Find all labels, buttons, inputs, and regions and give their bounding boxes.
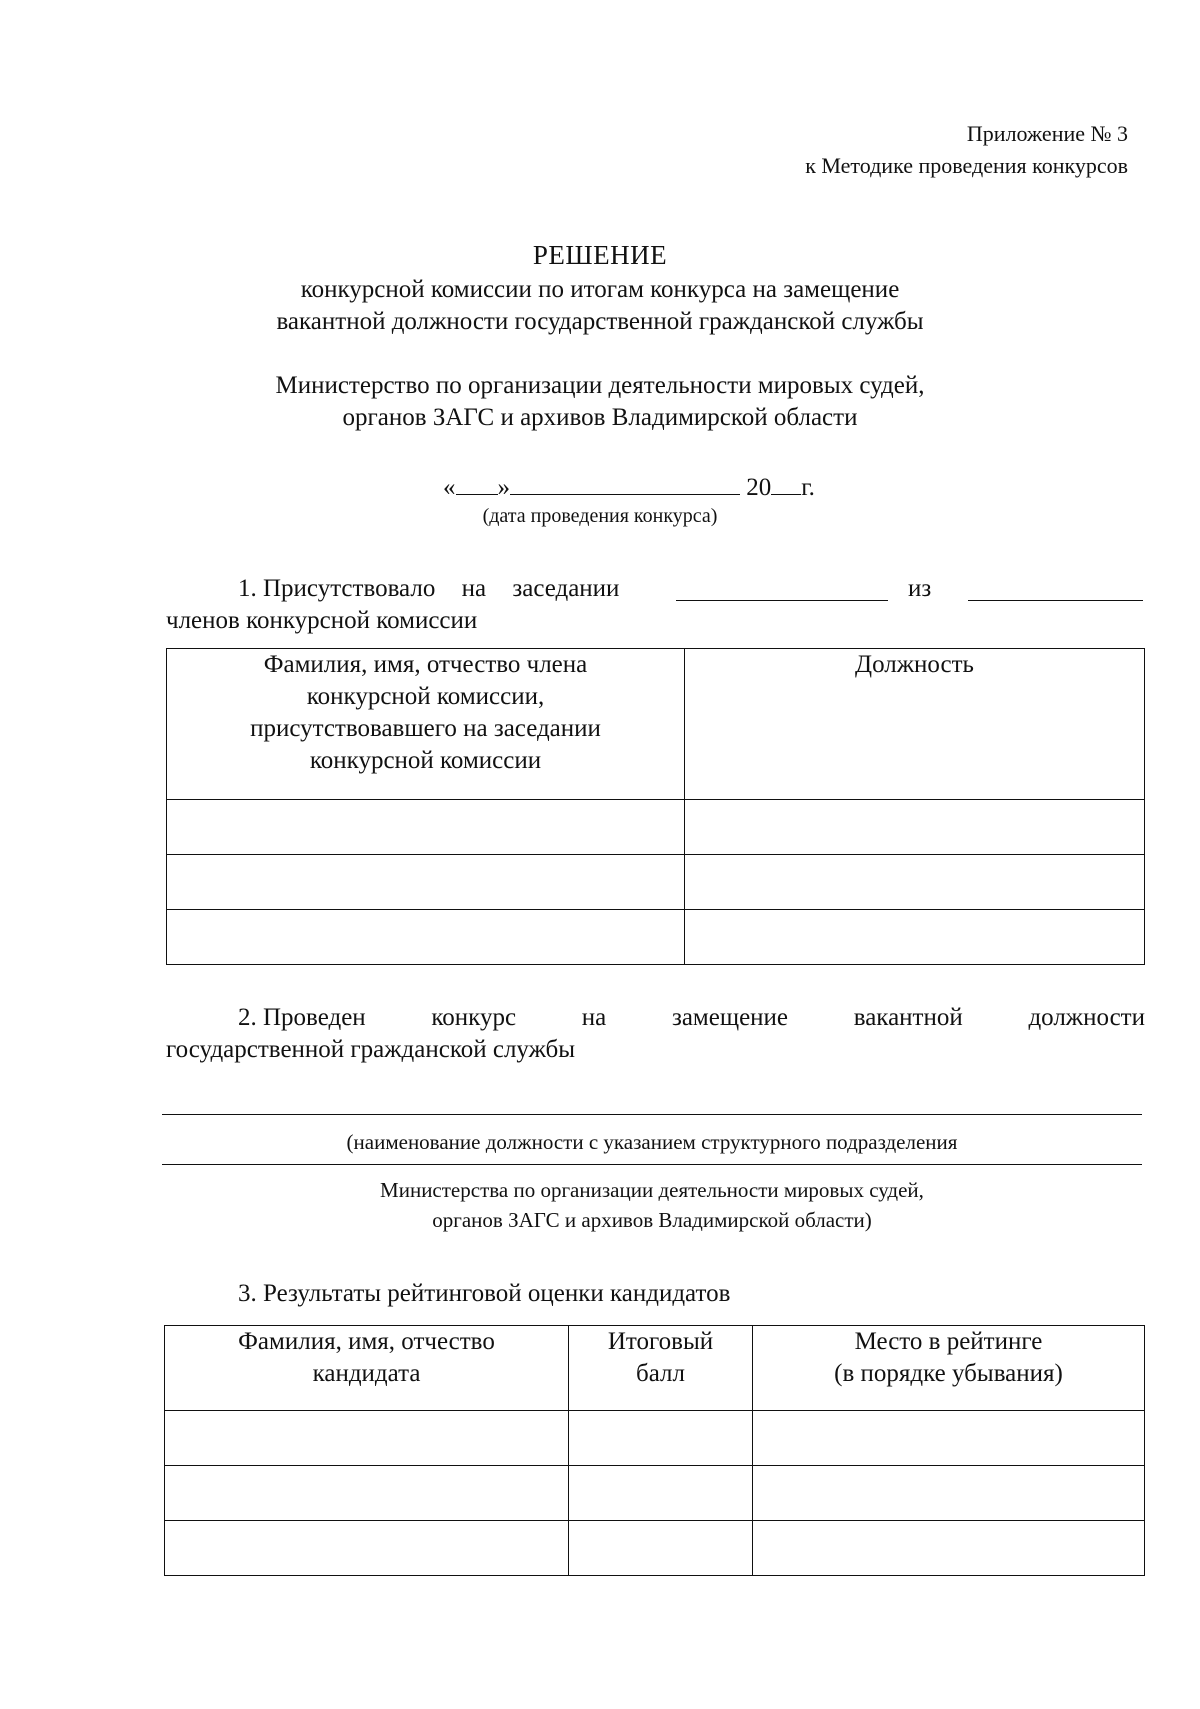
commission-members-table [166,648,1145,965]
section2-number: 2. [238,1004,257,1031]
total-score-cell[interactable] [569,1411,753,1466]
year-blank[interactable] [771,470,801,495]
date-open-quote: « [443,474,456,501]
ministry-caption-2: органов ЗАГС и архивов Владимирской области) [432,1208,872,1232]
member-name-cell[interactable] [167,855,685,910]
table-header-row [167,649,1145,800]
present-count-blank[interactable] [676,600,888,601]
section1-word: заседании [512,575,620,602]
section1-line-2: членов конкурсной комиссии [166,607,478,634]
date-caption: (дата проведения конкурса) [482,505,718,527]
table-row [165,1411,1145,1466]
position-header: Должность [685,649,1145,800]
member-name-header [167,649,685,800]
header-line: конкурсной комиссии, [306,683,545,710]
table-row [165,1521,1145,1576]
section3-title: 3. Результаты рейтинговой оценки кандидатов [238,1280,731,1307]
table-row [167,855,1145,910]
section2-word: вакантной [853,1004,963,1031]
rating-place-header [753,1326,1145,1411]
month-blank[interactable] [510,470,740,495]
position-name-caption: (наименование должности с указанием структурного подразделения [346,1130,958,1154]
header-line: Итоговый [607,1328,714,1355]
header-line: (в порядке убывания) [834,1360,1063,1387]
table-row [167,910,1145,965]
section2-word: конкурс [431,1004,517,1031]
candidate-name-cell[interactable] [165,1411,569,1466]
header-line: Фамилия, имя, отчество члена [263,651,588,678]
position-name-blank-2[interactable] [162,1164,1142,1165]
subtitle-line-1: конкурсной комиссии по итогам конкурса на замещение [300,276,900,303]
table-row [167,800,1145,855]
year-suffix: г. [801,474,815,501]
position-cell[interactable] [685,855,1145,910]
appendix-reference: к Методике проведения конкурсов [805,153,1128,178]
section1-word: на [461,575,487,602]
section2-word: должности [1028,1004,1145,1031]
section1-word: Присутствовало [263,575,436,602]
position-cell[interactable] [685,800,1145,855]
table-row [165,1466,1145,1521]
document-title: РЕШЕНИЕ [532,240,668,270]
header-line: балл [636,1360,685,1387]
candidates-rating-table [164,1325,1145,1576]
section2-lead [238,1002,366,1034]
header-line: кандидата [312,1360,421,1387]
ministry-line-2: органов ЗАГС и архивов Владимирской области [342,404,858,431]
ministry-line-1: Министерство по организации деятельности мировых судей, [275,372,925,399]
total-count-blank[interactable] [968,600,1143,601]
header-line: Фамилия, имя, отчество [238,1328,495,1355]
section2-word: на [581,1004,607,1031]
section2-word: замещение [671,1004,789,1031]
section1-from-word: из [908,575,932,602]
document-subtitle [120,274,1080,338]
total-score-cell[interactable] [569,1521,753,1576]
header-line: присутствовавшего на заседании [250,715,601,742]
appendix-header [805,118,1128,182]
position-cell[interactable] [685,910,1145,965]
date-line [443,470,815,503]
total-score-header [569,1326,753,1411]
table-header-row [165,1326,1145,1411]
member-name-cell[interactable] [167,800,685,855]
subtitle-line-2: вакантной должности государственной гражданской службы [276,308,924,335]
day-blank[interactable] [456,470,498,495]
section1-number: 1. [238,575,257,602]
date-close-quote: » [497,474,510,501]
section2-line-1 [238,1002,1145,1034]
total-score-cell[interactable] [569,1466,753,1521]
member-name-cell[interactable] [167,910,685,965]
section2-word: Проведен [263,1004,366,1031]
year-prefix: 20 [746,474,772,501]
rating-place-cell[interactable] [753,1521,1145,1576]
ministry-caption-1: Министерства по организации деятельности мировых судей, [380,1178,924,1202]
header-line: Место в рейтинге [854,1328,1043,1355]
ministry-name [120,370,1080,434]
section2-line-2: государственной гражданской службы [166,1036,576,1063]
header-line: конкурсной комиссии [309,747,542,774]
candidate-name-cell[interactable] [165,1521,569,1576]
candidate-name-header [165,1326,569,1411]
candidate-name-cell[interactable] [165,1466,569,1521]
appendix-number: Приложение № 3 [966,121,1128,146]
position-name-blank[interactable] [162,1114,1142,1115]
rating-place-cell[interactable] [753,1411,1145,1466]
rating-place-cell[interactable] [753,1466,1145,1521]
